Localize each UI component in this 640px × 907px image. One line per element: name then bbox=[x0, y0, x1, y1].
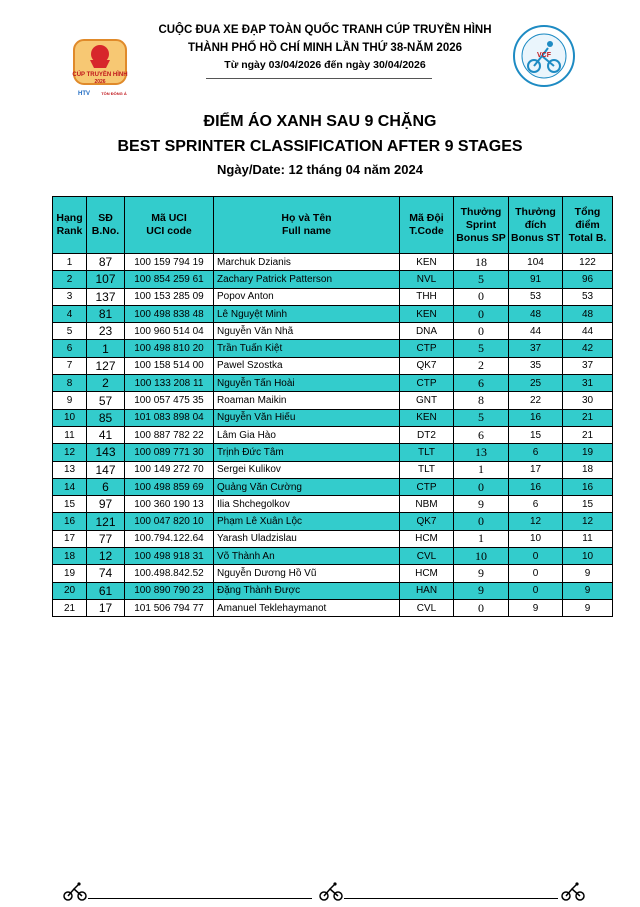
sprint-bonus-cell: 10 bbox=[454, 548, 509, 565]
rider-name-cell: Amanuel Teklehaymanot bbox=[214, 599, 400, 616]
table-row bbox=[53, 530, 613, 547]
uci-code-cell: 100 158 514 00 bbox=[125, 357, 214, 374]
stage-bonus-cell: 104 bbox=[509, 254, 563, 271]
rank-cell: 11 bbox=[53, 426, 87, 443]
event-subtitle: THÀNH PHỐ HỒ CHÍ MINH LẦN THỨ 38-NĂM 2026 bbox=[187, 42, 463, 54]
rank-cell: 6 bbox=[53, 340, 87, 357]
rank-cell: 17 bbox=[53, 530, 87, 547]
rank-cell: 20 bbox=[53, 582, 87, 599]
bib-cell: 57 bbox=[87, 392, 125, 409]
sprint-bonus-cell: 0 bbox=[454, 288, 509, 305]
sprinter-classification-table bbox=[52, 196, 613, 617]
stage-bonus-cell: 91 bbox=[509, 271, 563, 288]
title-date: Ngày/Date: 12 tháng 04 năm 2024 bbox=[217, 162, 423, 177]
federation-logo bbox=[512, 24, 576, 88]
team-code-cell: DNA bbox=[400, 323, 454, 340]
bib-cell: 97 bbox=[87, 496, 125, 513]
uci-code-cell: 100 960 514 04 bbox=[125, 323, 214, 340]
table-row bbox=[53, 461, 613, 478]
bib-cell: 61 bbox=[87, 582, 125, 599]
stage-bonus-cell: 12 bbox=[509, 513, 563, 530]
sprint-bonus-cell: 1 bbox=[454, 530, 509, 547]
sprint-bonus-cell: 8 bbox=[454, 392, 509, 409]
logo-vcf-text: VCF bbox=[537, 52, 551, 59]
col-rank-header: Hạng Rank bbox=[53, 197, 87, 254]
logo-cup-text: CÚP TRUYỀN HÌNH bbox=[72, 72, 128, 78]
table-row bbox=[53, 392, 613, 409]
rank-cell: 7 bbox=[53, 357, 87, 374]
table-row bbox=[53, 305, 613, 322]
rider-name-cell: Trịnh Đức Tâm bbox=[214, 444, 400, 461]
rank-cell: 13 bbox=[53, 461, 87, 478]
stage-bonus-cell: 25 bbox=[509, 375, 563, 392]
uci-code-cell: 100.498.842.52 bbox=[125, 565, 214, 582]
rider-name-cell: Phạm Lê Xuân Lộc bbox=[214, 513, 400, 530]
rider-name-cell: Yarash Uladzislau bbox=[214, 530, 400, 547]
total-points-cell: 122 bbox=[563, 254, 613, 271]
table-row bbox=[53, 565, 613, 582]
rider-name-cell: Quảng Văn Cường bbox=[214, 478, 400, 495]
logo-htv-text: HTV bbox=[78, 91, 90, 97]
table-row bbox=[53, 271, 613, 288]
sprint-bonus-cell: 0 bbox=[454, 513, 509, 530]
table-row bbox=[53, 426, 613, 443]
stage-bonus-cell: 22 bbox=[509, 392, 563, 409]
team-code-cell: HAN bbox=[400, 582, 454, 599]
sprint-bonus-cell: 5 bbox=[454, 340, 509, 357]
rider-name-cell: Lâm Gia Hào bbox=[214, 426, 400, 443]
rank-cell: 8 bbox=[53, 375, 87, 392]
bib-cell: 6 bbox=[87, 478, 125, 495]
bib-cell: 41 bbox=[87, 426, 125, 443]
total-points-cell: 19 bbox=[563, 444, 613, 461]
sprint-bonus-cell: 18 bbox=[454, 254, 509, 271]
footer-line bbox=[88, 898, 312, 899]
team-code-cell: CTP bbox=[400, 478, 454, 495]
uci-code-cell: 100 047 820 10 bbox=[125, 513, 214, 530]
total-points-cell: 18 bbox=[563, 461, 613, 478]
table-row bbox=[53, 409, 613, 426]
logo-year-text: 2026 bbox=[94, 79, 106, 85]
team-code-cell: CTP bbox=[400, 375, 454, 392]
col-team-header: Mã Đội T.Code bbox=[400, 197, 454, 254]
title-english: BEST SPRINTER CLASSIFICATION AFTER 9 STAGES bbox=[117, 138, 523, 155]
uci-code-cell: 100 854 259 61 bbox=[125, 271, 214, 288]
team-code-cell: CVL bbox=[400, 599, 454, 616]
team-code-cell: NVL bbox=[400, 271, 454, 288]
rider-name-cell: Nguyễn Tấn Hoài bbox=[214, 375, 400, 392]
sprint-bonus-cell: 9 bbox=[454, 565, 509, 582]
total-points-cell: 10 bbox=[563, 548, 613, 565]
header-divider bbox=[206, 78, 432, 79]
rider-name-cell: Đặng Thành Được bbox=[214, 582, 400, 599]
team-code-cell: DT2 bbox=[400, 426, 454, 443]
table-header-row bbox=[53, 197, 613, 254]
stage-bonus-cell: 53 bbox=[509, 288, 563, 305]
stage-bonus-cell: 48 bbox=[509, 305, 563, 322]
rider-name-cell: Lê Nguyệt Minh bbox=[214, 305, 400, 322]
team-code-cell: THH bbox=[400, 288, 454, 305]
col-uci-header: Mã UCI UCI code bbox=[125, 197, 214, 254]
sprint-bonus-cell: 0 bbox=[454, 323, 509, 340]
rider-name-cell: Pawel Szostka bbox=[214, 357, 400, 374]
total-points-cell: 16 bbox=[563, 478, 613, 495]
total-points-cell: 21 bbox=[563, 409, 613, 426]
team-code-cell: CVL bbox=[400, 548, 454, 565]
uci-code-cell: 100 498 838 48 bbox=[125, 305, 214, 322]
stage-bonus-cell: 9 bbox=[509, 599, 563, 616]
table-row bbox=[53, 254, 613, 271]
table-row bbox=[53, 375, 613, 392]
sprint-bonus-cell: 5 bbox=[454, 409, 509, 426]
stage-bonus-cell: 10 bbox=[509, 530, 563, 547]
sprint-bonus-cell: 1 bbox=[454, 461, 509, 478]
bib-cell: 85 bbox=[87, 409, 125, 426]
uci-code-cell: 100 149 272 70 bbox=[125, 461, 214, 478]
total-points-cell: 30 bbox=[563, 392, 613, 409]
team-code-cell: TLT bbox=[400, 461, 454, 478]
title-vietnamese: ĐIỂM ÁO XANH SAU 9 CHẶNG bbox=[203, 113, 437, 130]
team-code-cell: TLT bbox=[400, 444, 454, 461]
rider-name-cell: Roaman Maikin bbox=[214, 392, 400, 409]
rider-name-cell: Marchuk Dzianis bbox=[214, 254, 400, 271]
col-stage-header: Thưởng đích Bonus ST bbox=[509, 197, 563, 254]
sprint-bonus-cell: 0 bbox=[454, 305, 509, 322]
uci-code-cell: 100 057 475 35 bbox=[125, 392, 214, 409]
logo-sponsor-text: TÔN ĐÔNG Á bbox=[101, 91, 127, 96]
team-code-cell: HCM bbox=[400, 530, 454, 547]
bib-cell: 74 bbox=[87, 565, 125, 582]
total-points-cell: 42 bbox=[563, 340, 613, 357]
table-row bbox=[53, 357, 613, 374]
stage-bonus-cell: 16 bbox=[509, 478, 563, 495]
table-row bbox=[53, 478, 613, 495]
rider-name-cell: Trần Tuấn Kiệt bbox=[214, 340, 400, 357]
bib-cell: 121 bbox=[87, 513, 125, 530]
stage-bonus-cell: 16 bbox=[509, 409, 563, 426]
total-points-cell: 9 bbox=[563, 599, 613, 616]
stage-bonus-cell: 0 bbox=[509, 548, 563, 565]
stage-bonus-cell: 6 bbox=[509, 496, 563, 513]
uci-code-cell: 101 506 794 77 bbox=[125, 599, 214, 616]
table-row bbox=[53, 513, 613, 530]
event-dates: Từ ngày 03/04/2026 đến ngày 30/04/2026 bbox=[224, 59, 426, 71]
stage-bonus-cell: 0 bbox=[509, 565, 563, 582]
total-points-cell: 37 bbox=[563, 357, 613, 374]
total-points-cell: 11 bbox=[563, 530, 613, 547]
total-points-cell: 48 bbox=[563, 305, 613, 322]
col-sprint-header: Thưởng Sprint Bonus SP bbox=[454, 197, 509, 254]
rank-cell: 12 bbox=[53, 444, 87, 461]
bib-cell: 17 bbox=[87, 599, 125, 616]
total-points-cell: 53 bbox=[563, 288, 613, 305]
rank-cell: 4 bbox=[53, 305, 87, 322]
uci-code-cell: 100 498 918 31 bbox=[125, 548, 214, 565]
bib-cell: 81 bbox=[87, 305, 125, 322]
cup-logo bbox=[66, 38, 134, 98]
cyclist-icon bbox=[62, 882, 88, 906]
uci-code-cell: 100 887 782 22 bbox=[125, 426, 214, 443]
uci-code-cell: 100 153 285 09 bbox=[125, 288, 214, 305]
bib-cell: 107 bbox=[87, 271, 125, 288]
uci-code-cell: 101 083 898 04 bbox=[125, 409, 214, 426]
event-title: CUỘC ĐUA XE ĐẠP TOÀN QUỐC TRANH CÚP TRUYỀN HÌNH bbox=[158, 24, 492, 36]
uci-code-cell: 100 360 190 13 bbox=[125, 496, 214, 513]
bib-cell: 23 bbox=[87, 323, 125, 340]
bib-cell: 143 bbox=[87, 444, 125, 461]
total-points-cell: 15 bbox=[563, 496, 613, 513]
team-code-cell: NBM bbox=[400, 496, 454, 513]
rider-name-cell: Sergei Kulikov bbox=[214, 461, 400, 478]
col-bib-header: SĐ B.No. bbox=[87, 197, 125, 254]
uci-code-cell: 100 133 208 11 bbox=[125, 375, 214, 392]
table-row bbox=[53, 496, 613, 513]
team-code-cell: KEN bbox=[400, 254, 454, 271]
rank-cell: 21 bbox=[53, 599, 87, 616]
sprint-bonus-cell: 9 bbox=[454, 496, 509, 513]
rank-cell: 19 bbox=[53, 565, 87, 582]
sprint-bonus-cell: 0 bbox=[454, 478, 509, 495]
rider-name-cell: Nguyễn Văn Nhã bbox=[214, 323, 400, 340]
rider-name-cell: Võ Thành An bbox=[214, 548, 400, 565]
team-code-cell: QK7 bbox=[400, 513, 454, 530]
col-name-header: Họ và Tên Full name bbox=[214, 197, 400, 254]
rider-name-cell: Nguyễn Văn Hiếu bbox=[214, 409, 400, 426]
footer-line bbox=[344, 898, 558, 899]
team-code-cell: KEN bbox=[400, 409, 454, 426]
rank-cell: 15 bbox=[53, 496, 87, 513]
rider-name-cell: Nguyễn Dương Hồ Vũ bbox=[214, 565, 400, 582]
bib-cell: 87 bbox=[87, 254, 125, 271]
team-code-cell: CTP bbox=[400, 340, 454, 357]
table-row bbox=[53, 582, 613, 599]
sprint-bonus-cell: 13 bbox=[454, 444, 509, 461]
table-row bbox=[53, 288, 613, 305]
stage-bonus-cell: 17 bbox=[509, 461, 563, 478]
sprint-bonus-cell: 5 bbox=[454, 271, 509, 288]
cyclist-icon bbox=[318, 882, 344, 906]
rank-cell: 9 bbox=[53, 392, 87, 409]
table-row bbox=[53, 340, 613, 357]
bib-cell: 12 bbox=[87, 548, 125, 565]
table-row bbox=[53, 599, 613, 616]
rank-cell: 14 bbox=[53, 478, 87, 495]
stage-bonus-cell: 37 bbox=[509, 340, 563, 357]
sprint-bonus-cell: 6 bbox=[454, 375, 509, 392]
rank-cell: 2 bbox=[53, 271, 87, 288]
stage-bonus-cell: 15 bbox=[509, 426, 563, 443]
cyclist-icon bbox=[560, 882, 586, 906]
rider-name-cell: Zachary Patrick Patterson bbox=[214, 271, 400, 288]
rank-cell: 16 bbox=[53, 513, 87, 530]
total-points-cell: 44 bbox=[563, 323, 613, 340]
sprint-bonus-cell: 0 bbox=[454, 599, 509, 616]
total-points-cell: 12 bbox=[563, 513, 613, 530]
stage-bonus-cell: 44 bbox=[509, 323, 563, 340]
col-total-header: Tổng điểm Total B. bbox=[563, 197, 613, 254]
stage-bonus-cell: 35 bbox=[509, 357, 563, 374]
table-row bbox=[53, 548, 613, 565]
sprint-bonus-cell: 2 bbox=[454, 357, 509, 374]
rank-cell: 18 bbox=[53, 548, 87, 565]
team-code-cell: HCM bbox=[400, 565, 454, 582]
uci-code-cell: 100.794.122.64 bbox=[125, 530, 214, 547]
rank-cell: 3 bbox=[53, 288, 87, 305]
sprint-bonus-cell: 9 bbox=[454, 582, 509, 599]
rank-cell: 10 bbox=[53, 409, 87, 426]
bib-cell: 1 bbox=[87, 340, 125, 357]
rank-cell: 1 bbox=[53, 254, 87, 271]
bib-cell: 147 bbox=[87, 461, 125, 478]
rider-name-cell: Ilia Shchegolkov bbox=[214, 496, 400, 513]
total-points-cell: 96 bbox=[563, 271, 613, 288]
total-points-cell: 21 bbox=[563, 426, 613, 443]
team-code-cell: KEN bbox=[400, 305, 454, 322]
uci-code-cell: 100 498 810 20 bbox=[125, 340, 214, 357]
total-points-cell: 31 bbox=[563, 375, 613, 392]
team-code-cell: GNT bbox=[400, 392, 454, 409]
bib-cell: 77 bbox=[87, 530, 125, 547]
stage-bonus-cell: 0 bbox=[509, 582, 563, 599]
bib-cell: 137 bbox=[87, 288, 125, 305]
total-points-cell: 9 bbox=[563, 582, 613, 599]
total-points-cell: 9 bbox=[563, 565, 613, 582]
rank-cell: 5 bbox=[53, 323, 87, 340]
bib-cell: 2 bbox=[87, 375, 125, 392]
uci-code-cell: 100 890 790 23 bbox=[125, 582, 214, 599]
uci-code-cell: 100 159 794 19 bbox=[125, 254, 214, 271]
table-row bbox=[53, 323, 613, 340]
uci-code-cell: 100 089 771 30 bbox=[125, 444, 214, 461]
sprint-bonus-cell: 6 bbox=[454, 426, 509, 443]
stage-bonus-cell: 6 bbox=[509, 444, 563, 461]
team-code-cell: QK7 bbox=[400, 357, 454, 374]
uci-code-cell: 100 498 859 69 bbox=[125, 478, 214, 495]
table-row bbox=[53, 444, 613, 461]
bib-cell: 127 bbox=[87, 357, 125, 374]
rider-name-cell: Popov Anton bbox=[214, 288, 400, 305]
